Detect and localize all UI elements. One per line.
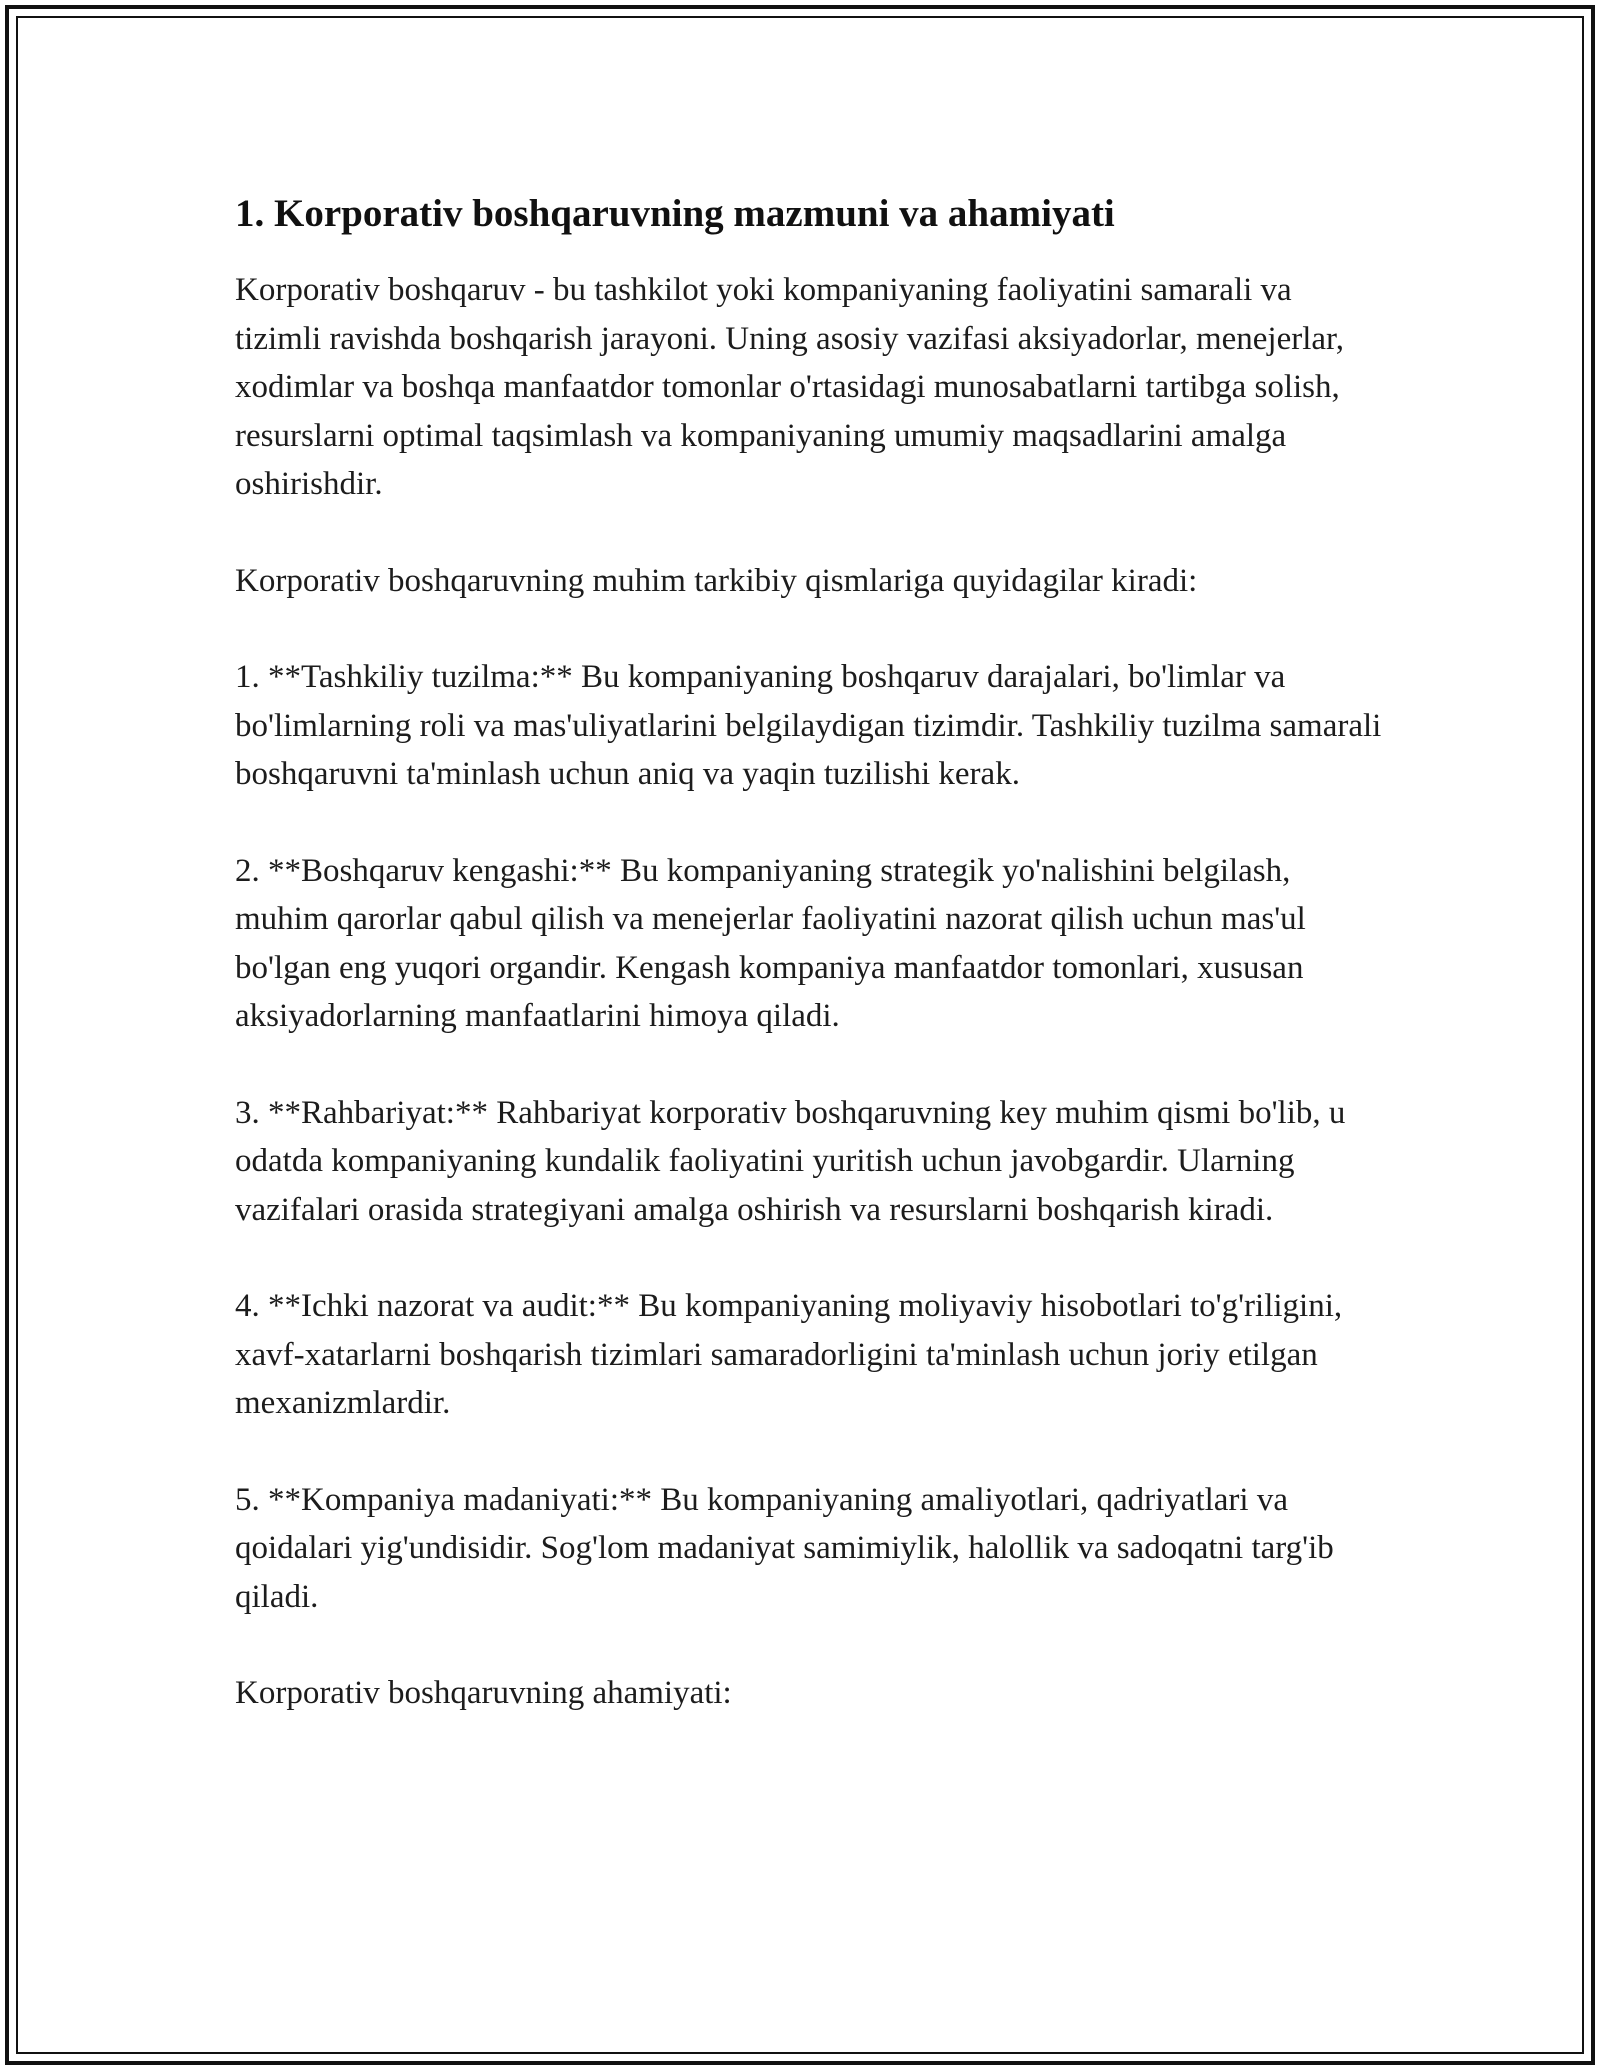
paragraph-components-lead: Korporativ boshqaruvning muhim tarkibiy qismlariga quyidagilar kiradi:: [235, 562, 1198, 599]
list-item-internal-control: 4. **Ichki nazorat va audit:** Bu kompaniyaning moliyaviy hisobotlari to'g'riligini, xavf-xatarlarni boshqarish tizimlari samaradorligini ta'minlash uchun joriy etilgan mexanizmlardir.: [235, 1288, 1343, 1421]
section-heading: 1. Korporativ boshqaruvning mazmuni va ahamiyati: [235, 192, 1115, 235]
list-item-board: 2. **Boshqaruv kengashi:** Bu kompaniyaning strategik yo'nalishini belgilash, muhim qarorlar qabul qilish va menejerlar faoliyatini nazorat qilish uchun mas'ul bo'lgan eng yuqori organdir. Kengash kompaniya manfaatdor tomonlari, xususan aksiyadorlarning manfaatlarini himoya qiladi.: [235, 852, 1306, 1034]
list-item-company-culture: 5. **Kompaniya madaniyati:** Bu kompaniyaning amaliyotlari, qadriyatlari va qoidalari yig'undisidir. Sog'lom madaniyat samimiylik, halollik va sadoqatni targ'ib qiladi.: [235, 1481, 1334, 1615]
paragraph-importance-lead: Korporativ boshqaruvning ahamiyati:: [235, 1675, 732, 1711]
list-item-management: 3. **Rahbariyat:** Rahbariyat korporativ boshqaruvning key muhim qismi bo'lib, u odatda kompaniyaning kundalik faoliyatini yuritish uchun javobgardir. Ularning vazifalari orasida strategiyani amalga oshirish va resurslarni boshqarish kiradi.: [235, 1094, 1346, 1228]
document-body: [235, 188, 1385, 1766]
list-item-organizational-structure: 1. **Tashkiliy tuzilma:** Bu kompaniyaning boshqaruv darajalari, bo'limlar va bo'limlarning roli va mas'uliyatlarini belgilaydigan tizimdir. Tashkiliy tuzilma samarali boshqaruvni ta'minlash uchun aniq va yaqin tuzilishi kerak.: [235, 659, 1382, 792]
paragraph-intro: Korporativ boshqaruv - bu tashkilot yoki kompaniyaning faoliyatini samarali va tizimli ravishda boshqarish jarayoni. Uning asosiy vazifasi aksiyadorlar, menejerlar, xodimlar va boshqa manfaatdor tomonlar o'rtasidagi munosabatlarni tartibga solish, resurslarni optimal taqsimlash va kompaniyaning umumiy maqsadlarini amalga oshirishdir.: [235, 272, 1344, 502]
